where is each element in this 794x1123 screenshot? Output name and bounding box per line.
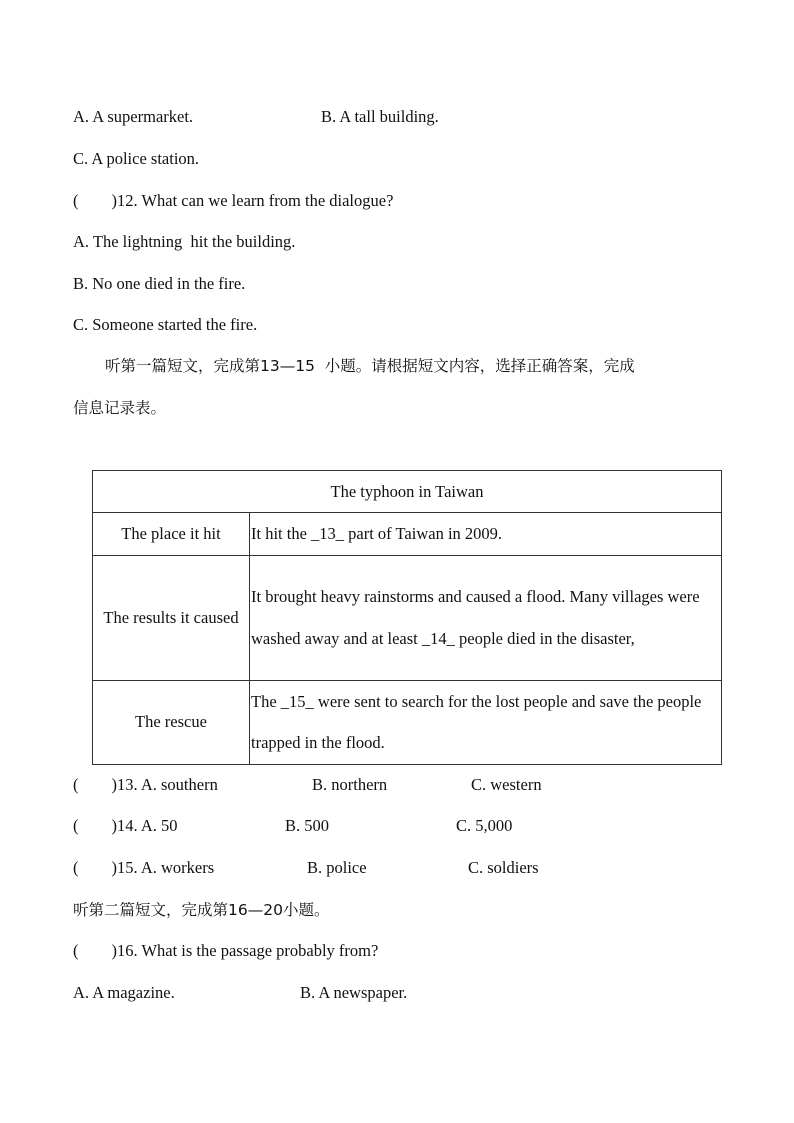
table-row-label: The place it hit [93,513,250,556]
q13-option-b: B. northern [312,775,388,794]
table-row-content: The _15_ were sent to search for the lost people and save the people trapped in the flood. [250,680,722,764]
instruction-1-line2: 信息记录表。 [73,399,167,417]
table-row-content: It brought heavy rainstorms and caused a flood. Many villages were washed away and at least _14_ people died in the disaster, [250,555,722,680]
table-row [93,513,722,556]
table-row [93,555,722,680]
q16-option-a: A. A magazine. [73,983,175,1002]
q12-option-c: C. Someone started the fire. [73,315,258,334]
q11-option-a: A. A supermarket. [73,107,194,126]
table-row-label: The rescue [93,680,250,764]
q12-option-b: B. No one died in the fire. [73,274,246,293]
q13-option-c: C. western [471,775,542,794]
table-title: The typhoon in Taiwan [93,471,722,513]
instruction-1-line1: 听第一篇短文，完成第13—15 小题。请根据短文内容，选择正确答案，完成 [105,357,635,375]
table-row-content: It hit the _13_ part of Taiwan in 2009. [250,513,722,556]
instruction-2: 听第二篇短文，完成第16—20小题。 [73,901,330,919]
q15-option-a: ( )15. A. workers [73,858,215,877]
q14-option-b: B. 500 [285,816,330,835]
q15-option-c: C. soldiers [468,858,539,877]
q14-option-c: C. 5,000 [456,816,513,835]
table-row [93,680,722,764]
q11-option-c: C. A police station. [73,149,200,168]
q16-question: ( )16. What is the passage probably from? [73,941,379,960]
q14-option-a: ( )14. A. 50 [73,816,178,835]
q12-option-a: A. The lightning hit the building. [73,232,296,251]
q16-option-b: B. A newspaper. [300,983,408,1002]
typhoon-info-table [92,470,722,765]
q12-question: ( )12. What can we learn from the dialogue? [73,191,394,210]
table-row-label: The results it caused [93,555,250,680]
q15-option-b: B. police [307,858,367,877]
q11-option-b: B. A tall building. [321,107,439,126]
q13-option-a: ( )13. A. southern [73,775,218,794]
